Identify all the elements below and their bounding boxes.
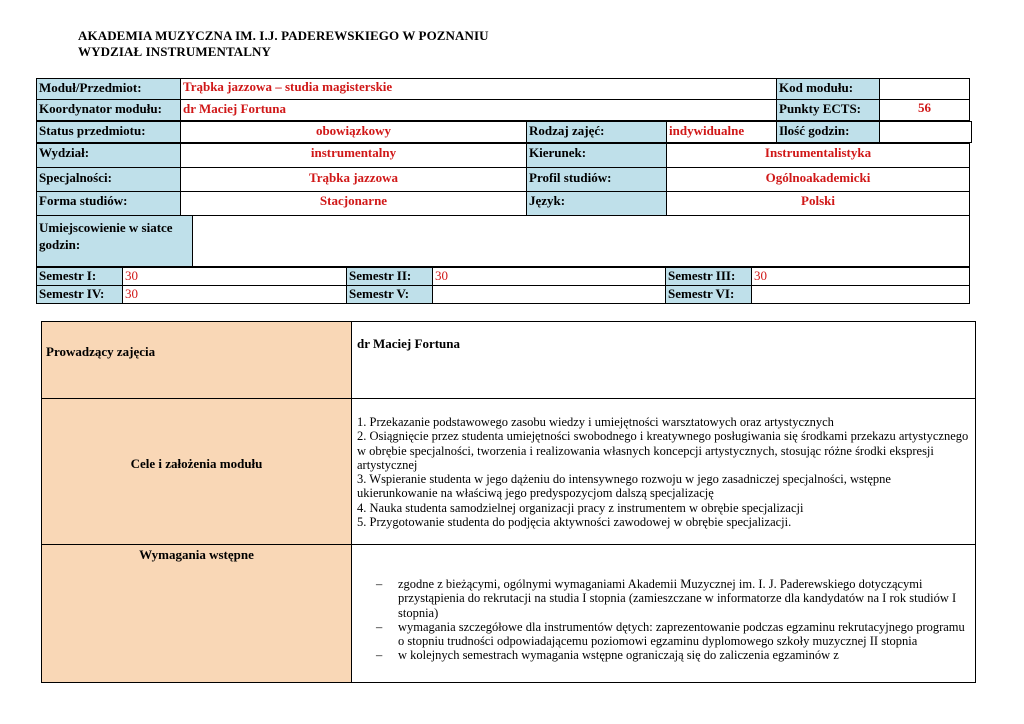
- schedule-placement-label: Umiejscowienie w siatce godzin:: [36, 215, 193, 267]
- requirement-item: – wymagania szczegółowe dla instrumentów dętych: zaprezentowanie podczas egzaminu rekrutacyjnego programu o stopniu trudności odpowiadającemu poziomowi egzaminu dyplomowego szkoły muzycznej II stopnia: [352, 620, 969, 649]
- study-form-value: Stacjonarne: [180, 191, 527, 216]
- language-label: Język:: [526, 191, 667, 216]
- hours-value: [879, 121, 972, 143]
- specialty-label: Specjalności:: [36, 167, 181, 192]
- requirements-list: [351, 544, 976, 683]
- field-label: Kierunek:: [526, 143, 667, 168]
- study-form-label: Forma studiów:: [36, 191, 181, 216]
- semester-6-label: Semestr VI:: [665, 285, 752, 304]
- semester-5-value: [432, 285, 666, 304]
- semester-2-value: 30: [432, 267, 666, 286]
- module-value: Trąbka jazzowa – studia magisterskie: [180, 78, 777, 100]
- semester-1-value: 30: [122, 267, 347, 286]
- module-code-label: Kod modułu:: [776, 78, 880, 100]
- semester-6-value: [751, 285, 970, 304]
- status-label: Status przedmiotu:: [36, 121, 181, 143]
- semester-3-label: Semestr III:: [665, 267, 752, 286]
- semester-5-label: Semestr V:: [346, 285, 433, 304]
- ects-label: Punkty ECTS:: [776, 99, 880, 121]
- instructor-label: Prowadzący zajęcia: [41, 321, 352, 399]
- module-label: Moduł/Przedmiot:: [36, 78, 181, 100]
- hours-label: Ilość godzin:: [776, 121, 880, 143]
- goal-item: 2. Osiągnięcie przez studenta umiejętności swobodnego i kreatywnego posługiwania się środkami przekazu artystycznego w obrębie specjalności, tworzenia i realizowania własnych koncepcji artystycznych, stosując różne środki ekspresji artystycznej: [357, 429, 969, 472]
- faculty-name: WYDZIAŁ INSTRUMENTALNY: [78, 44, 272, 59]
- goals-label: Cele i założenia modułu: [41, 398, 352, 545]
- requirements-label: Wymagania wstępne: [41, 544, 352, 683]
- instructor-value: dr Maciej Fortuna: [351, 321, 976, 399]
- faculty-value: instrumentalny: [180, 143, 527, 168]
- requirement-item: – zgodne z bieżącymi, ogólnymi wymaganiami Akademii Muzycznej im. I. J. Paderewskiego dotyczącymi przystąpienia do rekrutacji na studia I stopnia (zamieszczane w informatorze dla kandydatów na I rok studiów I stopnia): [352, 577, 969, 620]
- status-value: obowiązkowy: [180, 121, 527, 143]
- goals-list: [351, 398, 976, 545]
- goal-item: 3. Wspieranie studenta w jego dążeniu do intensywnego rozwoju w jego zasadniczej specjalności, wstępne ukierunkowanie na właściwą jego predyspozycjom dalszą specjalizację: [357, 472, 891, 501]
- semester-4-value: 30: [122, 285, 347, 304]
- language-value: Polski: [666, 191, 970, 216]
- requirement-item: – w kolejnych semestrach wymagania wstępne ograniczają się do zaliczenia egzaminów z: [352, 648, 969, 662]
- profile-label: Profil studiów:: [526, 167, 667, 192]
- faculty-label: Wydział:: [36, 143, 181, 168]
- semester-4-label: Semestr IV:: [36, 285, 123, 304]
- coordinator-label: Koordynator modułu:: [36, 99, 181, 121]
- specialty-value: Trąbka jazzowa: [180, 167, 527, 192]
- module-code-value: [879, 78, 970, 100]
- semester-3-value: 30: [751, 267, 970, 286]
- goal-item: 5. Przygotowanie studenta do podjęcia aktywności zawodowej w obrębie specjalizacji.: [357, 515, 792, 530]
- coordinator-value: dr Maciej Fortuna: [180, 99, 777, 121]
- class-type-label: Rodzaj zajęć:: [526, 121, 667, 143]
- institution-name: AKADEMIA MUZYCZNA IM. I.J. PADEREWSKIEGO W POZNANIU: [78, 28, 489, 43]
- profile-value: Ogólnoakademicki: [666, 167, 970, 192]
- goal-item: 4. Nauka studenta samodzielnej organizacji pracy z instrumentem w obrębie specjalizacji: [357, 500, 804, 515]
- schedule-placement-value: [192, 215, 970, 267]
- semester-2-label: Semestr II:: [346, 267, 433, 286]
- semester-1-label: Semestr I:: [36, 267, 123, 286]
- field-value: Instrumentalistyka: [666, 143, 970, 168]
- ects-value: 56: [879, 99, 970, 121]
- goal-item: 1. Przekazanie podstawowego zasobu wiedzy i umiejętności warsztatowych oraz artystycznych: [357, 415, 834, 429]
- class-type-value: indywidualne: [666, 121, 777, 143]
